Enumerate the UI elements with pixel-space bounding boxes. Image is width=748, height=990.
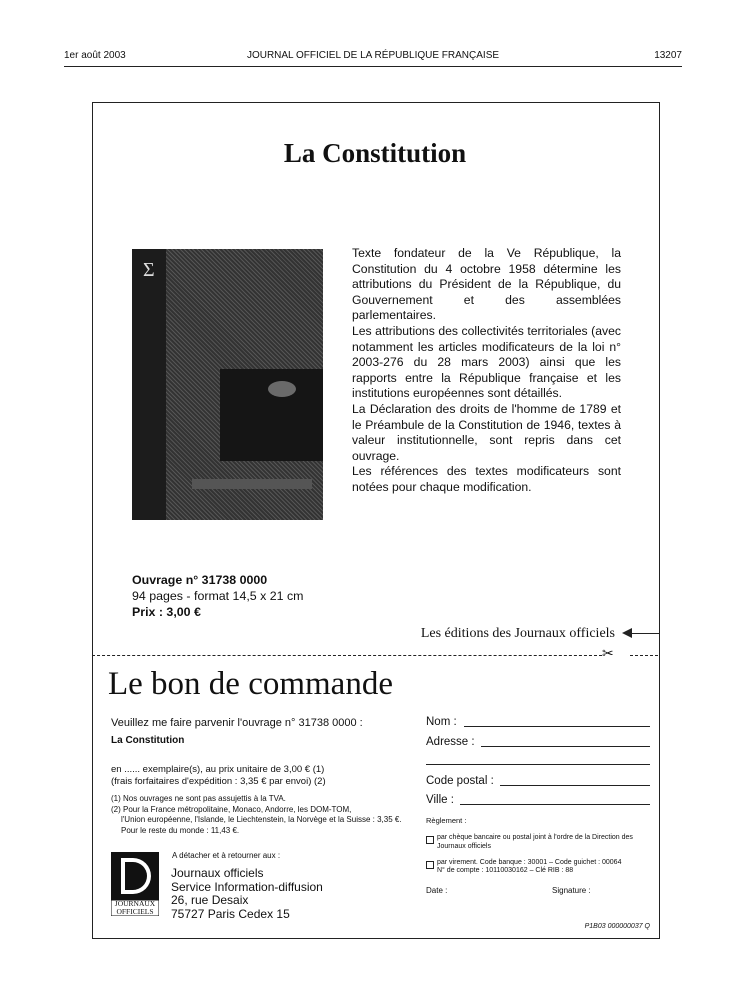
return-address xyxy=(171,867,323,921)
adresse-field[interactable] xyxy=(481,746,650,747)
detach-instruction: A détacher et à retourner aux : xyxy=(172,851,281,860)
cut-line xyxy=(92,655,602,656)
journaux-officiels-logo xyxy=(111,852,159,916)
editions-label: Les éditions des Journaux officiels xyxy=(420,626,615,641)
description-paragraph: Texte fondateur de la Ve République, la Constitution du 4 octobre 1958 détermine les attributions du Président de la République, du Gouvernement et des assemblées parlementaires. xyxy=(352,246,621,323)
header-rule xyxy=(64,66,682,67)
order-note: l'Union européenne, l'Islande, le Liechtenstein, la Norvège et la Suisse : 3,35 €. xyxy=(121,815,402,824)
description-paragraph: La Déclaration des droits de l'homme de 1789 et le Préambule de la Constitution de 1946, textes à valeur institutionnelle, sont repris dans cet ouvrage. xyxy=(352,401,621,463)
order-note: (1) Nos ouvrages ne sont pas assujettis à la TVA. xyxy=(111,794,286,803)
scissors-icon: ✂ xyxy=(602,645,614,661)
order-book-title: La Constitution xyxy=(111,735,185,746)
book-number: Ouvrage n° 31738 0000 xyxy=(132,573,268,587)
virement-checkbox[interactable] xyxy=(426,861,434,869)
cheque-checkbox[interactable] xyxy=(426,836,434,844)
order-note: Pour le reste du monde : 11,43 €. xyxy=(121,825,240,835)
order-copies[interactable]: en ...... exemplaire(s), au prix unitaire de 3,00 € (1) xyxy=(111,764,325,775)
signature-label: Signature : xyxy=(552,886,591,895)
address-line: 75727 Paris Cedex 15 xyxy=(171,906,290,921)
book-cover-image: Σ xyxy=(132,249,323,520)
ville-label: Ville : xyxy=(426,794,454,806)
order-shipping: (frais forfaitaires d'expédition : 3,35 € par envoi) (2) xyxy=(111,776,326,787)
description-paragraph: Les attributions des collectivités territoriales (avec notamment les articles modificateurs de la loi n° 2003-276 du 28 mars 2003) ainsi que les rapports entre la République française et les institutions européennes sont détaillés. xyxy=(352,323,621,401)
ville-field[interactable] xyxy=(460,804,650,805)
book-pages: 94 pages - format 14,5 x 21 cm xyxy=(132,589,304,603)
date-label: Date : xyxy=(426,886,448,895)
payment-label: Règlement : xyxy=(426,816,467,825)
address-line: 26, rue Desaix xyxy=(171,893,249,908)
adresse-field-line2[interactable] xyxy=(426,764,650,765)
book-price: Prix : 3,00 € xyxy=(132,605,201,619)
book-info xyxy=(132,572,304,620)
code-postal-label: Code postal : xyxy=(426,775,494,787)
address-line: Service Information-diffusion xyxy=(171,879,323,894)
order-heading: Le bon de commande xyxy=(108,666,393,702)
header-page-number: 13207 xyxy=(654,50,682,61)
address-line: Journaux officiels xyxy=(171,866,264,880)
order-notes xyxy=(111,794,402,836)
description-paragraph: Les références des textes modificateurs sont notées pour chaque modification. xyxy=(352,464,621,494)
nom-field[interactable] xyxy=(464,726,650,727)
nom-label: Nom : xyxy=(426,716,457,728)
book-description xyxy=(352,246,621,496)
page-title: La Constitution xyxy=(283,138,467,168)
header-date: 1er août 2003 xyxy=(64,50,126,61)
logo-text: JOURNAUX xyxy=(114,899,156,908)
payment-virement-1: par virement. Code banque : 30001 – Code guichet : 00064 xyxy=(437,859,622,866)
payment-cheque: par chèque bancaire ou postal joint à l'ordre de la Direction des Journaux officiels xyxy=(437,834,633,850)
payment-virement-2: N° de compte : 10110030162 – Clé RIB : 88 xyxy=(437,867,574,874)
code-postal-field[interactable] xyxy=(500,785,650,786)
order-request: Veuillez me faire parvenir l'ouvrage n° 31738 0000 : xyxy=(111,717,363,729)
header-journal: JOURNAL OFFICIEL DE LA RÉPUBLIQUE FRANÇAISE xyxy=(246,50,500,61)
adresse-label: Adresse : xyxy=(426,736,475,748)
cut-line-end xyxy=(630,655,658,656)
order-note: (2) Pour la France métropolitaine, Monaco, Andorre, les DOM-TOM, xyxy=(111,804,352,814)
logo-text: OFFICIELS xyxy=(116,906,154,916)
reference-code: P1B03 000000037 Q xyxy=(584,923,650,930)
arrow-left-icon xyxy=(622,628,632,638)
